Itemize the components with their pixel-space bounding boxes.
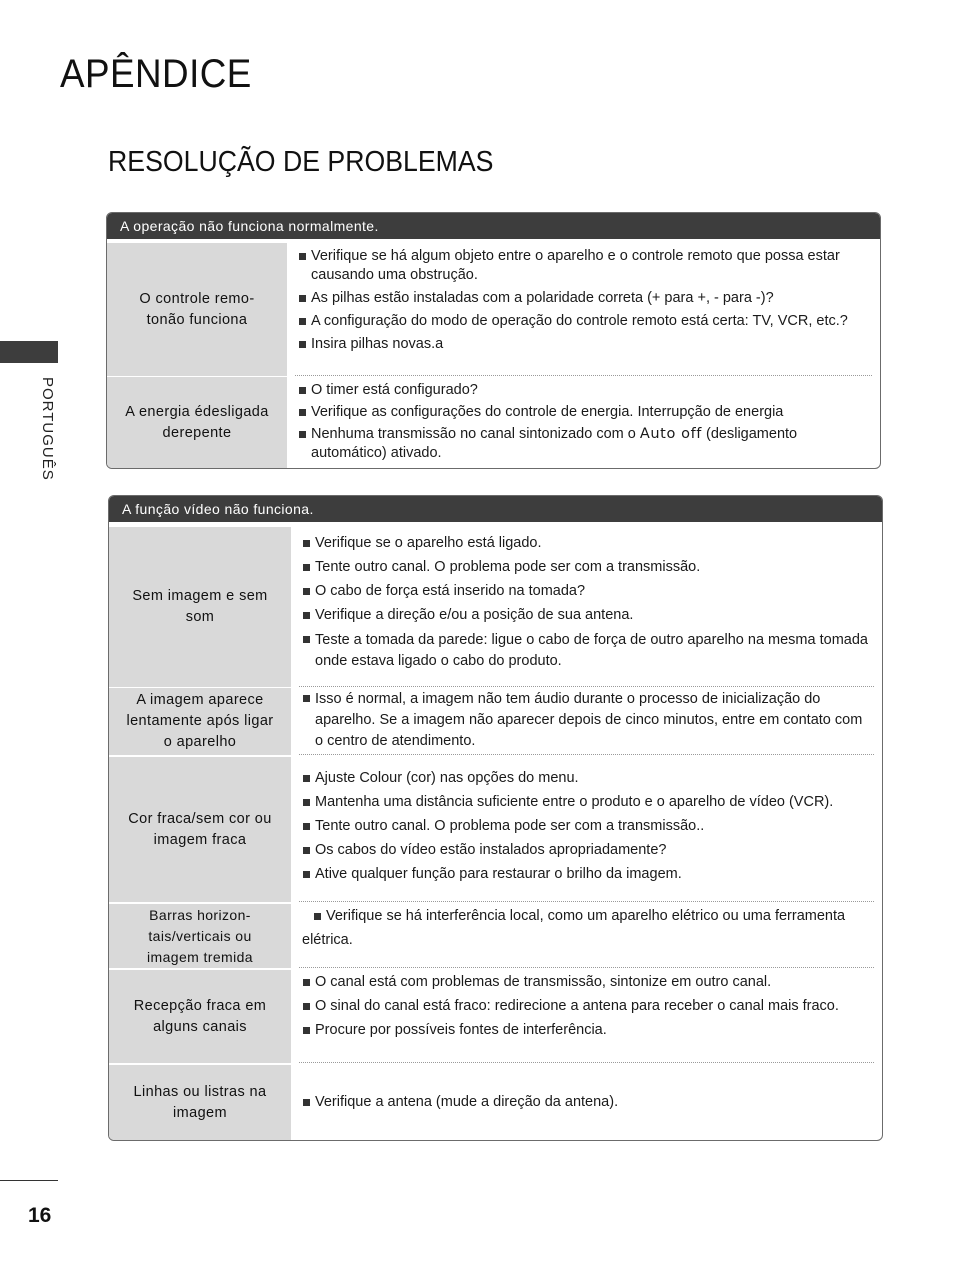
row-divider: [299, 901, 874, 902]
list-item-continuation: elétrica.: [302, 932, 353, 948]
solution-list: [291, 757, 882, 902]
list-item: Isso é normal, a imagem não tem áudio durante o processo de inicialização do aparelho. Se a imagem não aparecer depois de cinco minutos, entre em contato com o centro de atendimento.: [303, 689, 874, 752]
table-row: [109, 527, 882, 687]
list-item: Ajuste Colour (cor) nas opções do menu.: [303, 769, 874, 788]
list-item: Teste a tomada da parede: ligue o cabo de força de outro aparelho na mesma tomada onde estava ligado o cabo do produto.: [303, 630, 874, 672]
problem-label-text: A energia édesligada derepente: [125, 403, 269, 441]
problem-label-text: Barras horizon- tais/verticais ou imagem tremida: [147, 906, 253, 965]
problem-label-text: A imagem aparece lentamente após ligar o aparelho: [126, 692, 274, 750]
list-item: Procure por possíveis fontes de interferência.: [303, 1021, 874, 1040]
problem-label-text: Cor fraca/sem cor ou imagem fraca: [128, 810, 272, 848]
list-item: Verifique a direção e/ou a posição de sua antena.: [303, 606, 874, 625]
solution-list: [291, 527, 882, 687]
list-item: Mantenha uma distância suficiente entre o produto e o aparelho de vídeo (VCR).: [303, 793, 874, 812]
row-divider: [295, 375, 872, 376]
solution-list: [291, 1065, 882, 1140]
table-row: [107, 377, 880, 468]
page-number-rule: [0, 1180, 58, 1181]
problem-label: [109, 904, 291, 968]
list-item-text: (desligamento automático) ativado.: [311, 426, 798, 461]
table-row: [107, 243, 880, 376]
list-item: O canal está com problemas de transmissão, sintonize em outro canal.: [303, 973, 874, 992]
list-item: Verifique se há algum objeto entre o aparelho e o controle remoto que possa estar causando uma obstrução.: [299, 247, 872, 285]
list-item: Tente outro canal. O problema pode ser com a transmissão.: [303, 558, 874, 577]
table-row: [109, 1065, 882, 1140]
list-item: O cabo de força está inserido na tomada?: [303, 582, 874, 601]
problem-label: [109, 527, 291, 687]
problem-label: [109, 970, 291, 1063]
page-number: 16: [28, 1204, 52, 1227]
troubleshoot-table-operation: [106, 212, 881, 469]
solution-list: [291, 970, 882, 1063]
list-item-text: Nenhuma transmissão no canal sintonizado com o: [311, 426, 640, 442]
table-header: A função vídeo não funciona.: [109, 496, 882, 522]
problem-label-text: O controle remo- tonão funciona: [139, 290, 255, 328]
table-header: A operação não funciona normalmente.: [107, 213, 880, 239]
problem-label: [107, 243, 287, 376]
list-item: Insira pilhas novas.a: [299, 335, 872, 354]
list-item: Tente outro canal. O problema pode ser com a transmissão..: [303, 817, 874, 836]
problem-label: [109, 757, 291, 902]
table-row: [109, 757, 882, 902]
side-tab-marker: [0, 341, 58, 363]
solution-list: [287, 377, 880, 468]
language-label: PORTUGUÊS: [39, 377, 56, 481]
row-divider: [299, 1062, 874, 1063]
problem-label: [107, 377, 287, 468]
table-row: [109, 904, 882, 968]
problem-label: [109, 688, 291, 755]
table-row: [109, 688, 882, 755]
problem-label-text: Sem imagem e sem som: [132, 588, 268, 625]
list-item: Verifique a antena (mude a direção da antena).: [303, 1093, 874, 1112]
list-item: As pilhas estão instaladas com a polaridade correta (+ para +, - para -)?: [299, 289, 872, 308]
troubleshoot-table-video: [108, 495, 883, 1141]
solution-list: [287, 243, 880, 376]
list-item: Verifique se há interferência local, como um aparelho elétrico ou uma ferramenta: [314, 907, 874, 926]
row-divider: [299, 686, 874, 687]
list-item: O sinal do canal está fraco: redirecione a antena para receber o canal mais fraco.: [303, 997, 874, 1016]
problem-label-text: Recepção fraca em alguns canais: [133, 997, 267, 1035]
table-row: [109, 970, 882, 1063]
solution-list: [291, 688, 882, 755]
list-item: Ative qualquer função para restaurar o brilho da imagem.: [303, 865, 874, 884]
row-divider: [299, 754, 874, 755]
problem-label-text: Linhas ou listras na imagem: [133, 1083, 267, 1121]
list-item: [299, 425, 872, 463]
list-item: O timer está configurado?: [299, 381, 872, 400]
solution-list: [291, 904, 882, 968]
page-title: APÊNDICE: [60, 52, 252, 96]
section-title: RESOLUÇÃO DE PROBLEMAS: [108, 146, 494, 178]
list-item: Verifique as configurações do controle de energia. Interrupção de energia: [299, 403, 872, 422]
auto-off-term: Auto off: [639, 426, 702, 442]
problem-label: [109, 1065, 291, 1140]
row-divider: [299, 967, 874, 968]
list-item: Os cabos do vídeo estão instalados apropriadamente?: [303, 841, 874, 860]
list-item: Verifique se o aparelho está ligado.: [303, 534, 874, 553]
list-item: A configuração do modo de operação do controle remoto está certa: TV, VCR, etc.?: [299, 312, 872, 331]
